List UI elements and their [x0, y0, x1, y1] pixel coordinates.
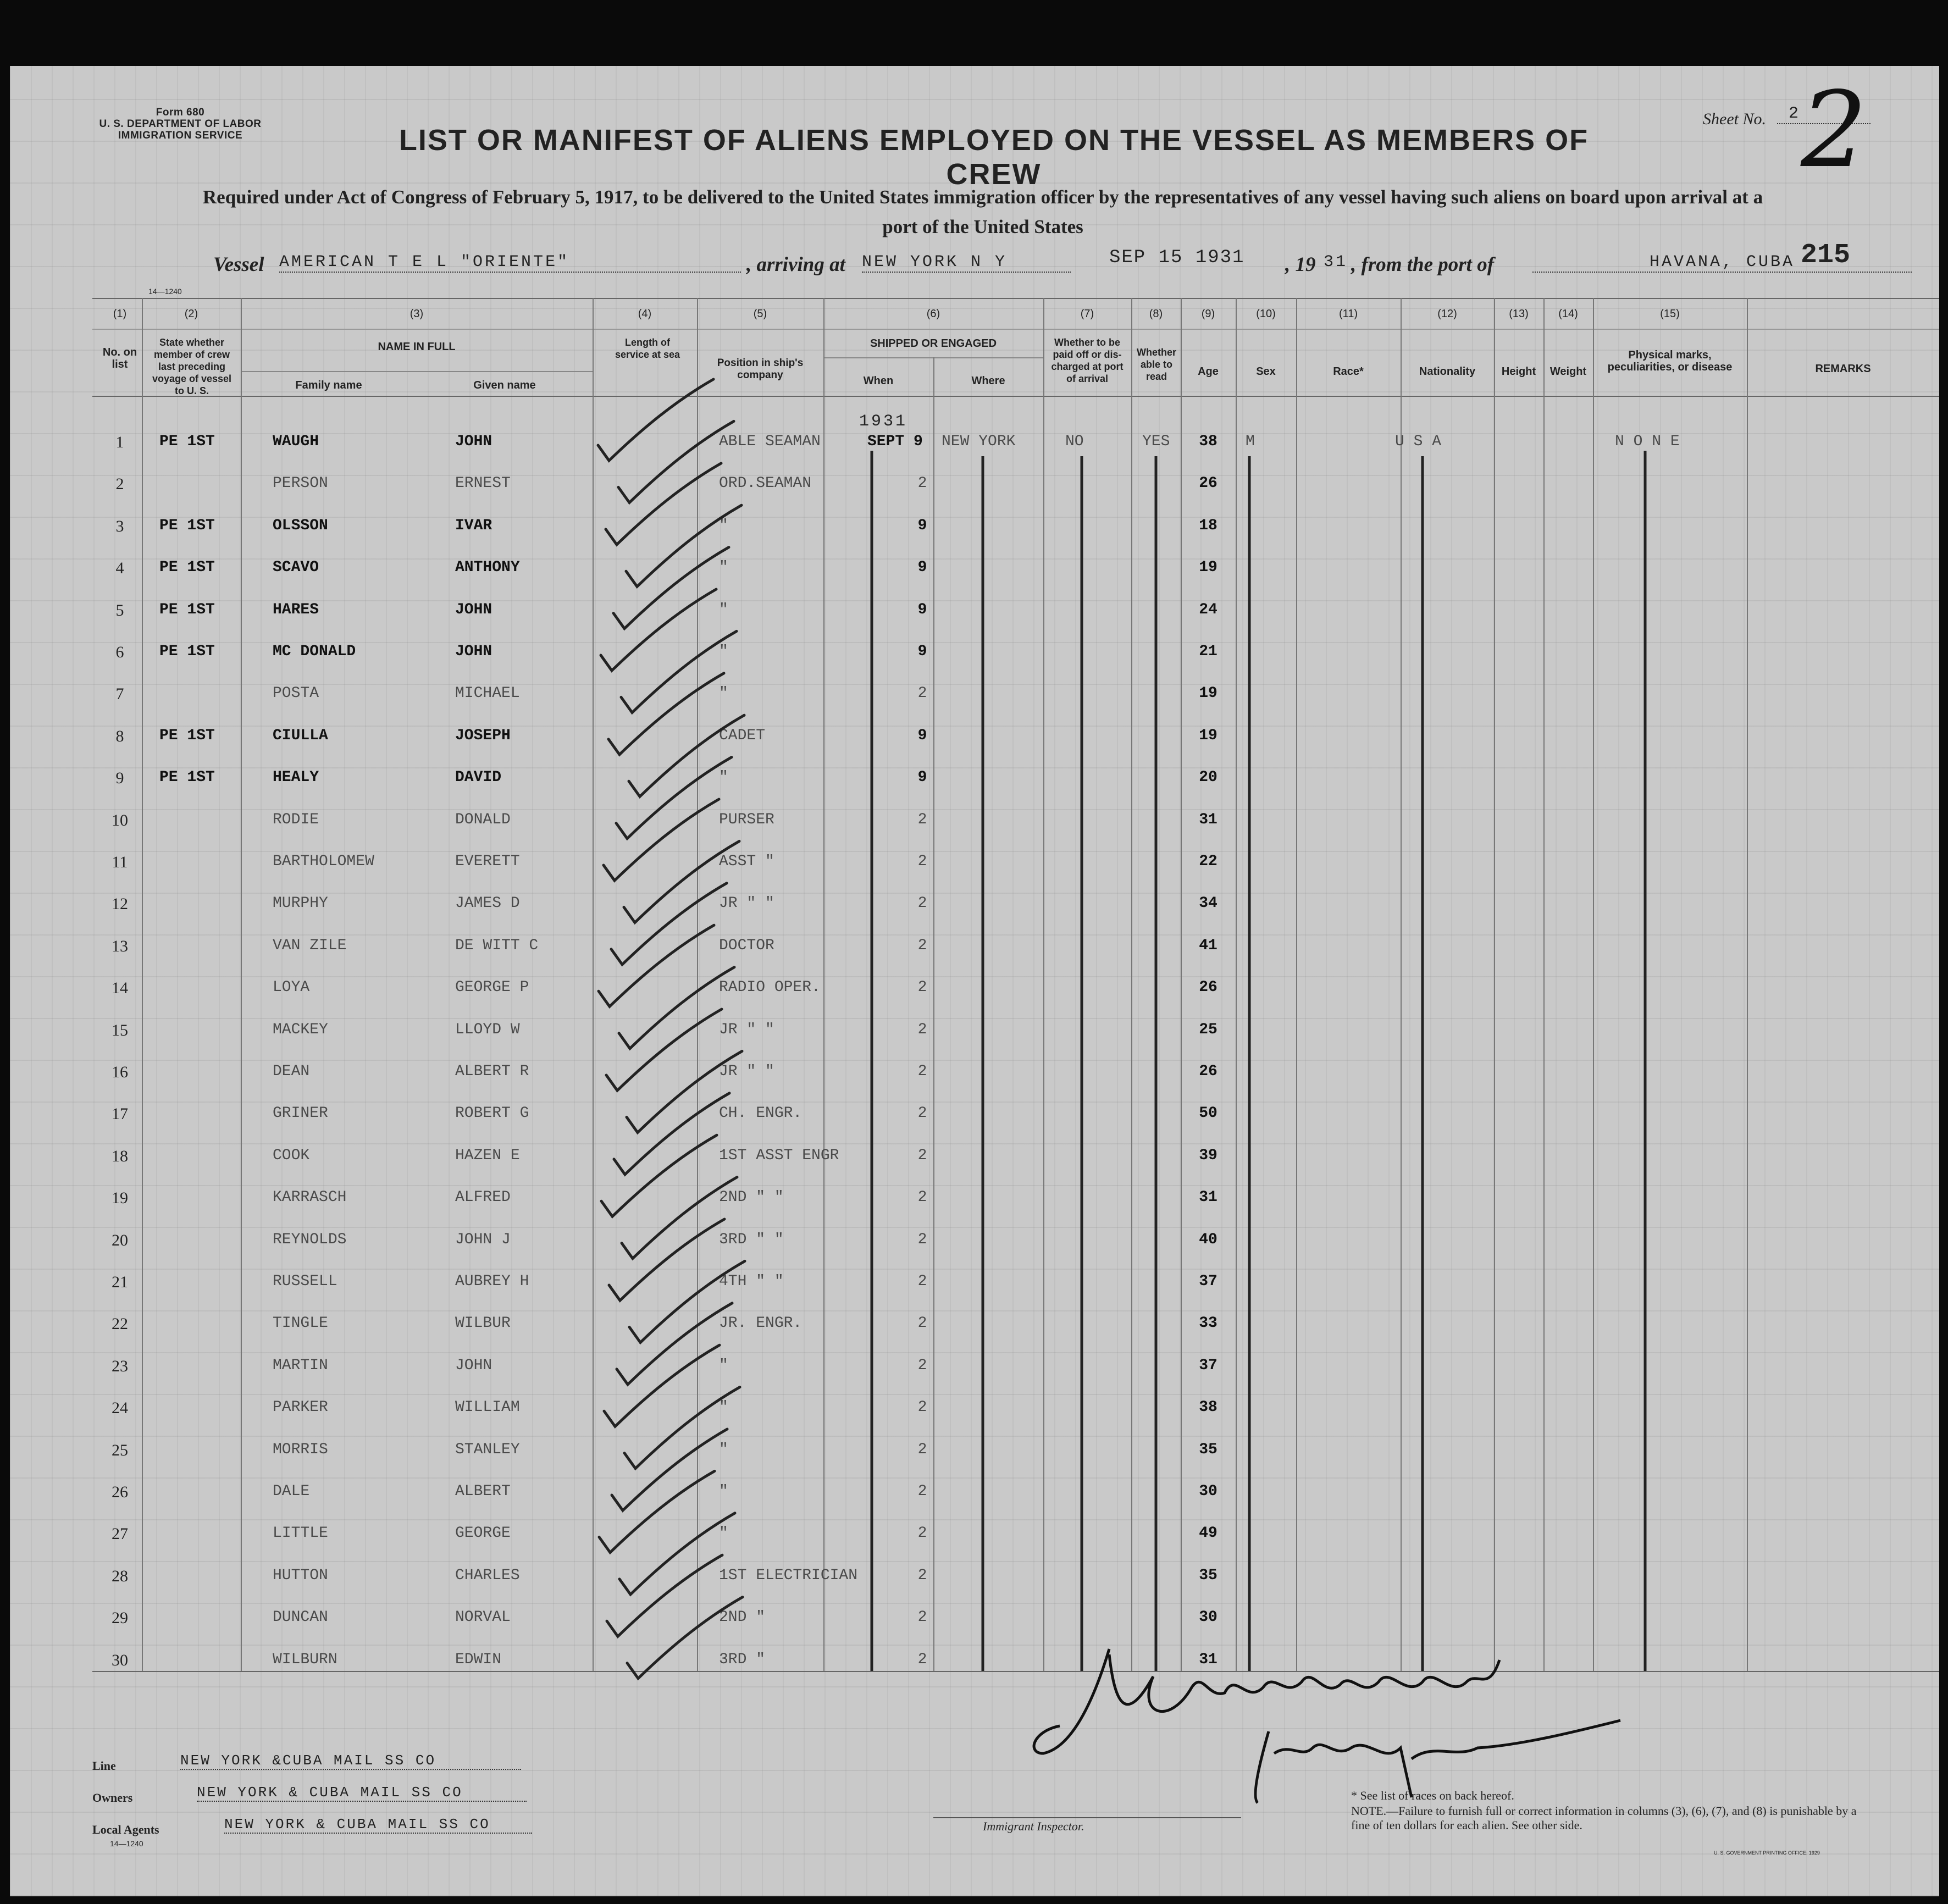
- row-position: JR " ": [719, 1063, 774, 1080]
- row-age: 20: [1199, 769, 1218, 787]
- row-age: 19: [1199, 685, 1218, 702]
- year-label: , 19: [1285, 253, 1316, 276]
- row-number: 10: [112, 811, 128, 829]
- line-value: NEW YORK &CUBA MAIL SS CO: [180, 1752, 521, 1770]
- row-position: 3RD ": [719, 1651, 766, 1668]
- row-number: 14: [112, 979, 128, 998]
- row-age: 19: [1199, 727, 1218, 744]
- row-given-name: JOHN J: [455, 1231, 511, 1248]
- row-shipped-when: 2: [917, 853, 927, 870]
- row-shipped-when: 2: [917, 1651, 927, 1668]
- row-shipped-when: 2: [917, 1399, 927, 1416]
- row-position: PURSER: [719, 811, 774, 828]
- row-family-name: LOYA: [273, 979, 310, 997]
- row-family-name: MARTIN: [273, 1357, 328, 1374]
- local-agents-value: NEW YORK & CUBA MAIL SS CO: [224, 1816, 532, 1834]
- inspector-signature-line: [933, 1817, 1241, 1818]
- row-shipped-when: 2: [917, 1231, 927, 1248]
- row-age: 19: [1199, 559, 1218, 577]
- header-remarks: REMARKS: [1815, 363, 1871, 375]
- row-age: 33: [1199, 1315, 1218, 1332]
- header-name-in-full: NAME IN FULL: [378, 341, 456, 353]
- row-shipped-when: 2: [917, 1315, 927, 1332]
- row-given-name: ERNEST: [455, 475, 511, 492]
- colnum-11: (11): [1338, 308, 1358, 320]
- row-position: ": [719, 685, 728, 702]
- header-age: Age: [1198, 366, 1219, 378]
- row-sex: M: [1246, 433, 1255, 450]
- sheet-number-label: Sheet No.: [1703, 110, 1766, 128]
- row-state-preceding: PE 1ST: [159, 727, 215, 744]
- colnum-3: (3): [409, 308, 424, 320]
- row-shipped-when: 2: [917, 1357, 927, 1374]
- row-age: 26: [1199, 979, 1218, 997]
- row-number: 8: [115, 727, 124, 745]
- row-family-name: HUTTON: [273, 1567, 328, 1584]
- row-position: ": [719, 1399, 728, 1416]
- header-nationality: Nationality: [1419, 366, 1476, 378]
- row-number: 21: [112, 1273, 128, 1291]
- row-family-name: MURPHY: [273, 895, 328, 912]
- row-shipped-when: 2: [917, 895, 927, 912]
- row-family-name: SCAVO: [273, 559, 319, 577]
- row-given-name: NORVAL: [455, 1609, 511, 1626]
- row-position: ": [719, 517, 728, 534]
- row-position: JR " ": [719, 895, 774, 912]
- row-shipped-when: 2: [917, 1567, 927, 1584]
- row-family-name: MC DONALD: [273, 643, 356, 660]
- row-number: 25: [112, 1441, 128, 1459]
- row-position: JR " ": [719, 1021, 774, 1038]
- row-position: 2ND ": [719, 1609, 766, 1626]
- form-code-top: 14—1240: [148, 287, 182, 296]
- colnum-5: (5): [753, 308, 767, 320]
- row-family-name: WILBURN: [273, 1651, 337, 1668]
- row-given-name: DE WITT C: [455, 937, 539, 954]
- row-given-name: WILLIAM: [455, 1399, 520, 1416]
- row-age: 41: [1199, 937, 1218, 954]
- subtitle-line-1: Required under Act of Congress of February 5, 1917, to be delivered to the United States immigration officer by the representatives of any vessel having such aliens on board upon arrival at a: [202, 186, 1763, 208]
- row-family-name: REYNOLDS: [273, 1231, 347, 1248]
- row-position: ORD.SEAMAN: [719, 475, 812, 492]
- note-footnote: [1351, 1804, 1868, 1833]
- row-family-name: BARTHOLOMEW: [273, 853, 374, 870]
- row-shipped-when: 9: [917, 643, 927, 660]
- row-age: 26: [1199, 475, 1218, 492]
- row-paid-off: NO: [1065, 433, 1084, 450]
- row-shipped-when: 9: [917, 517, 927, 534]
- sheet-number-handwritten: 2: [1801, 69, 1867, 191]
- row-position: ": [719, 1357, 728, 1374]
- row-position: ": [719, 1525, 728, 1542]
- row-age: 49: [1199, 1525, 1218, 1542]
- row-position: ": [719, 769, 728, 787]
- header-when: When: [863, 375, 894, 387]
- row-shipped-when: 2: [917, 979, 927, 997]
- header-race: Race*: [1333, 366, 1364, 378]
- row-number: 11: [112, 853, 128, 871]
- row-position: ": [719, 1483, 728, 1500]
- owners-value: NEW YORK & CUBA MAIL SS CO: [197, 1784, 527, 1802]
- row-shipped-when: 2: [917, 811, 927, 828]
- row-number: 6: [115, 643, 124, 661]
- row-family-name: TINGLE: [273, 1315, 328, 1332]
- row-family-name: COOK: [273, 1147, 310, 1164]
- page-stamp-number: 215: [1801, 240, 1851, 271]
- row-number: 20: [112, 1231, 128, 1249]
- row-number: 28: [112, 1567, 128, 1585]
- row-number: 23: [112, 1357, 128, 1375]
- row-number: 24: [112, 1399, 128, 1418]
- from-port-label: , from the port of: [1351, 253, 1495, 276]
- department-name: U. S. DEPARTMENT OF LABOR: [99, 118, 262, 130]
- year-value: 31: [1324, 253, 1348, 272]
- colnum-7: (7): [1080, 308, 1094, 320]
- row-given-name: DONALD: [455, 811, 511, 828]
- row-shipped-when: 9: [917, 559, 927, 577]
- row-given-name: JOHN: [455, 601, 492, 618]
- colnum-8: (8): [1149, 308, 1163, 320]
- row-number: 2: [115, 475, 124, 494]
- row-family-name: DEAN: [273, 1063, 310, 1080]
- colnum-15: (15): [1660, 308, 1680, 320]
- row-position: RADIO OPER.: [719, 979, 821, 997]
- row-age: 25: [1199, 1021, 1218, 1038]
- header-physical-marks: Physical marks, peculiarities, or disease: [1607, 349, 1733, 373]
- row-family-name: CIULLA: [273, 727, 328, 744]
- colnum-14: (14): [1558, 308, 1578, 320]
- row-state-preceding: PE 1ST: [159, 433, 215, 450]
- row-family-name: GRINER: [273, 1105, 328, 1122]
- row-able-read: YES: [1142, 433, 1170, 450]
- owners-label: Owners: [92, 1791, 133, 1805]
- row-state-preceding: PE 1ST: [159, 769, 215, 787]
- row-shipped-when: 2: [917, 1021, 927, 1038]
- arrival-date-stamp: SEP 15 1931: [1109, 247, 1245, 268]
- races-footnote: * See list of races on back hereof.: [1351, 1789, 1514, 1802]
- row-family-name: PERSON: [273, 475, 328, 492]
- row-given-name: JOHN: [455, 643, 492, 660]
- header-weight: Weight: [1549, 366, 1587, 378]
- colnum-6: (6): [926, 308, 940, 320]
- header-able-read: Whether able to read: [1137, 347, 1176, 382]
- subtitle-line-2: port of the United States: [882, 216, 1083, 237]
- row-position: 1ST ELECTRICIAN: [719, 1567, 858, 1584]
- row-given-name: JOHN: [455, 1357, 492, 1374]
- row-number: 22: [112, 1315, 128, 1333]
- row-shipped-when: 9: [917, 727, 927, 744]
- row-family-name: DALE: [273, 1483, 310, 1500]
- row-number: 16: [112, 1063, 128, 1081]
- shipped-year: 1931: [859, 412, 908, 431]
- row-family-name: KARRASCH: [273, 1189, 347, 1206]
- row-number: 13: [112, 937, 128, 955]
- row-number: 7: [115, 685, 124, 704]
- row-age: 30: [1199, 1483, 1218, 1500]
- note-label: NOTE.: [1351, 1804, 1387, 1818]
- row-number: 3: [115, 517, 124, 535]
- header-state-whether: State whether member of crew last preceding voyage of vessel to U. S.: [152, 337, 232, 396]
- row-number: 19: [112, 1189, 128, 1208]
- row-given-name: WILBUR: [455, 1315, 511, 1332]
- row-age: 38: [1199, 433, 1218, 450]
- row-shipped-when: 2: [917, 1525, 927, 1542]
- row-shipped-when: 2: [917, 1105, 927, 1122]
- service-name: IMMIGRATION SERVICE: [118, 130, 243, 141]
- row-shipped-when: 2: [917, 685, 927, 702]
- row-state-preceding: PE 1ST: [159, 643, 215, 660]
- row-state-preceding: PE 1ST: [159, 601, 215, 618]
- row-shipped-when: 2: [917, 937, 927, 954]
- header-length-service: Length of service at sea: [615, 337, 680, 360]
- row-family-name: VAN ZILE: [273, 937, 347, 954]
- row-family-name: MORRIS: [273, 1441, 328, 1458]
- row-age: 21: [1199, 643, 1218, 660]
- row-shipped-where: NEW YORK: [942, 433, 1016, 450]
- row-family-name: PARKER: [273, 1399, 328, 1416]
- row-position: CADET: [719, 727, 766, 744]
- row-position: ABLE SEAMAN: [719, 433, 821, 450]
- row-given-name: GEORGE: [455, 1525, 511, 1542]
- row-family-name: RODIE: [273, 811, 319, 828]
- row-given-name: JOHN: [455, 433, 492, 450]
- row-given-name: LLOYD W: [455, 1021, 520, 1038]
- colnum-2: (2): [184, 308, 198, 320]
- row-family-name: POSTA: [273, 685, 319, 702]
- row-family-name: HARES: [273, 601, 319, 618]
- row-given-name: ANTHONY: [455, 559, 520, 577]
- row-age: 34: [1199, 895, 1218, 912]
- sheet-number-value: 2: [1789, 104, 1799, 123]
- row-number: 29: [112, 1609, 128, 1628]
- row-age: 37: [1199, 1273, 1218, 1290]
- row-age: 26: [1199, 1063, 1218, 1080]
- row-shipped-when: 2: [917, 1483, 927, 1500]
- row-family-name: LITTLE: [273, 1525, 328, 1542]
- colnum-9: (9): [1201, 308, 1215, 320]
- row-shipped-when: 2: [917, 1441, 927, 1458]
- header-where: Where: [971, 375, 1005, 387]
- arriving-label: , arriving at: [746, 253, 845, 276]
- colnum-10: (10): [1256, 308, 1276, 320]
- row-shipped-when: 2: [917, 1147, 927, 1164]
- row-family-name: MACKEY: [273, 1021, 328, 1038]
- header-family-name: Family name: [295, 379, 362, 391]
- header-paid-off: Whether to be paid off or dis-charged at port of arrival: [1051, 337, 1124, 384]
- header-no-on-list: No. on list: [102, 346, 137, 370]
- row-given-name: EDWIN: [455, 1651, 502, 1668]
- row-given-name: ALBERT R: [455, 1063, 529, 1080]
- row-given-name: GEORGE P: [455, 979, 529, 997]
- ditto-lines-layer: [10, 66, 1939, 1896]
- row-age: 24: [1199, 601, 1218, 618]
- row-position: 4TH " ": [719, 1273, 784, 1290]
- row-age: 31: [1199, 1189, 1218, 1206]
- row-age: 31: [1199, 811, 1218, 828]
- arriving-port-value: NEW YORK N Y: [862, 253, 1071, 273]
- row-age: 35: [1199, 1441, 1218, 1458]
- row-shipped-when: SEPT 9: [867, 433, 923, 450]
- row-age: 38: [1199, 1399, 1218, 1416]
- row-state-preceding: PE 1ST: [159, 559, 215, 577]
- row-position: 2ND " ": [719, 1189, 784, 1206]
- row-number: 12: [112, 895, 128, 914]
- row-age: 40: [1199, 1231, 1218, 1248]
- row-number: 9: [115, 769, 124, 788]
- row-number: 5: [115, 601, 124, 619]
- row-number: 18: [112, 1147, 128, 1165]
- row-number: 27: [112, 1525, 128, 1543]
- vessel-label: Vessel: [213, 253, 264, 276]
- row-given-name: DAVID: [455, 769, 502, 787]
- signature-name-text: [1164, 1742, 1171, 1744]
- row-given-name: MICHAEL: [455, 685, 520, 702]
- form-code-bottom: 14—1240: [110, 1839, 143, 1848]
- line-label: Line: [92, 1759, 116, 1773]
- row-position: ": [719, 1441, 728, 1458]
- header-position: Position in ship's company: [717, 357, 804, 381]
- row-state-preceding: PE 1ST: [159, 517, 215, 534]
- form-number: Form 680: [156, 107, 205, 118]
- row-position: JR. ENGR.: [719, 1315, 803, 1332]
- row-number: 15: [112, 1021, 128, 1039]
- row-position: DOCTOR: [719, 937, 774, 954]
- row-family-name: WAUGH: [273, 433, 319, 450]
- row-physical-marks: N O N E: [1615, 433, 1680, 450]
- row-shipped-when: 2: [917, 475, 927, 492]
- row-given-name: JAMES D: [455, 895, 520, 912]
- row-family-name: DUNCAN: [273, 1609, 328, 1626]
- row-position: ": [719, 601, 728, 618]
- colnum-4: (4): [638, 308, 652, 320]
- header-given-name: Given name: [473, 379, 536, 391]
- row-age: 18: [1199, 517, 1218, 534]
- row-family-name: OLSSON: [273, 517, 328, 534]
- row-age: 50: [1199, 1105, 1218, 1122]
- manifest-sheet: [10, 66, 1939, 1896]
- row-number: 30: [112, 1651, 128, 1669]
- immigrant-inspector-label: Immigrant Inspector.: [983, 1819, 1084, 1833]
- from-port-value: HAVANA, CUBA: [1532, 253, 1912, 273]
- row-age: 35: [1199, 1567, 1218, 1584]
- colnum-1: (1): [113, 308, 127, 320]
- row-position: CH. ENGR.: [719, 1105, 803, 1122]
- row-shipped-when: 2: [917, 1609, 927, 1626]
- printer-imprint: U. S. GOVERNMENT PRINTING OFFICE: 1929: [1714, 1850, 1820, 1856]
- row-shipped-when: 9: [917, 769, 927, 787]
- colnum-13: (13): [1509, 308, 1529, 320]
- row-shipped-when: 2: [917, 1063, 927, 1080]
- row-number: 1: [115, 433, 124, 451]
- row-given-name: JOSEPH: [455, 727, 511, 744]
- row-position: ASST ": [719, 853, 774, 870]
- row-age: 37: [1199, 1357, 1218, 1374]
- row-shipped-when: 2: [917, 1273, 927, 1290]
- row-given-name: HAZEN E: [455, 1147, 520, 1164]
- header-shipped-engaged: SHIPPED OR ENGAGED: [870, 337, 997, 350]
- row-shipped-when: 9: [917, 601, 927, 618]
- row-number: 17: [112, 1105, 128, 1123]
- row-age: 22: [1199, 853, 1218, 870]
- header-height: Height: [1501, 366, 1536, 378]
- row-given-name: STANLEY: [455, 1441, 520, 1458]
- row-given-name: EVERETT: [455, 853, 520, 870]
- local-agents-label: Local Agents: [92, 1823, 159, 1836]
- row-position: ": [719, 643, 728, 660]
- row-number: 26: [112, 1483, 128, 1501]
- row-given-name: ROBERT G: [455, 1105, 529, 1122]
- row-given-name: ALBERT: [455, 1483, 511, 1500]
- row-age: 39: [1199, 1147, 1218, 1164]
- row-family-name: HEALY: [273, 769, 319, 787]
- page-title: LIST OR MANIFEST OF ALIENS EMPLOYED ON THE VESSEL AS MEMBERS OF CREW: [399, 124, 1589, 191]
- row-age: 31: [1199, 1651, 1218, 1668]
- row-family-name: RUSSELL: [273, 1273, 337, 1290]
- row-shipped-when: 2: [917, 1189, 927, 1206]
- row-nationality: U S A: [1395, 433, 1442, 450]
- row-position: 3RD " ": [719, 1231, 784, 1248]
- row-age: 30: [1199, 1609, 1218, 1626]
- vessel-name-value: AMERICAN T E L "ORIENTE": [279, 253, 741, 273]
- note-text: —Failure to furnish full or correct information in columns (3), (6), (7), and (8) is punishable by a fine of ten dollars for each alien. See other side.: [1351, 1804, 1857, 1832]
- row-given-name: AUBREY H: [455, 1273, 529, 1290]
- row-number: 4: [115, 559, 124, 578]
- row-given-name: ALFRED: [455, 1189, 511, 1206]
- row-position: ": [719, 559, 728, 577]
- colnum-12: (12): [1437, 308, 1457, 320]
- header-sex: Sex: [1256, 366, 1276, 378]
- row-position: 1ST ASST ENGR: [719, 1147, 839, 1164]
- signature-title-text: [1329, 1797, 1331, 1798]
- row-given-name: IVAR: [455, 517, 492, 534]
- row-given-name: CHARLES: [455, 1567, 520, 1584]
